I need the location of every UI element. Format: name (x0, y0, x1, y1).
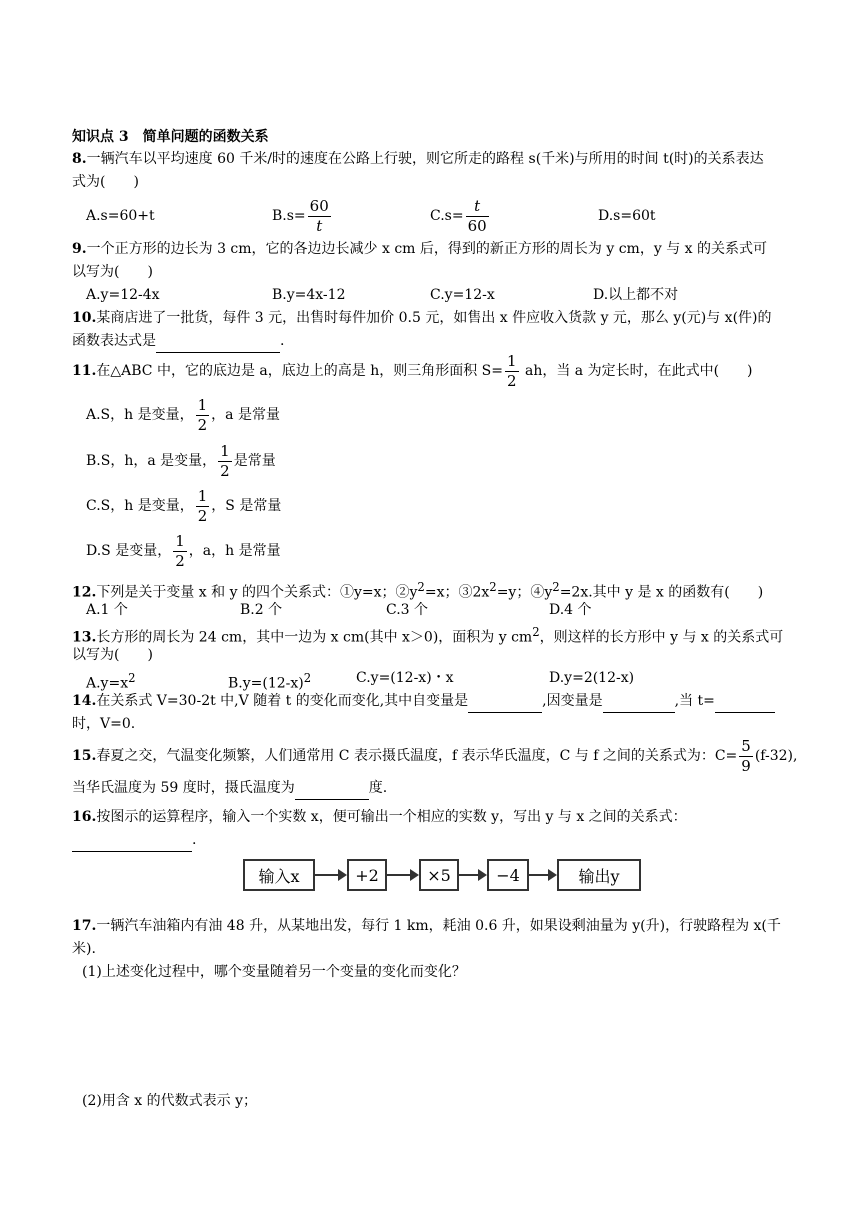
numerator: 1 (197, 486, 208, 505)
question-text: 在关系式 V=30-2t 中,V 随着 t 的变化而变化,其中自变量是 (96, 693, 469, 709)
question-text: ，则这样的长方形中 y 与 x 的关系式可 (539, 629, 784, 646)
superscript: 2 (532, 625, 540, 639)
question-text: 春夏之交，气温变化频繁，人们通常用 C 表示摄氏温度，f 表示华氏温度，C 与 f 之间的关系式为：C= (96, 748, 738, 764)
option-b (86, 438, 276, 484)
flow-step-add: +2 (347, 859, 387, 891)
numerator: 60 (309, 196, 329, 215)
question-text: 一辆汽车油箱内有油 48 升，从某地出发，每行 1 km，耗油 0.6 升，如果设剩油量为 y(升)，行驶路程为 x(千 (96, 918, 781, 934)
option-d: D.s=60t (598, 208, 656, 224)
question-text: 一辆汽车以平均速度 60 千米/时的速度在公路上行驶，则它所走的路程 s(千米)与所用的时间 t(时)的关系表达 (86, 151, 764, 167)
fraction (196, 486, 210, 525)
period: . (280, 333, 285, 349)
answer-blank[interactable] (603, 690, 675, 713)
question-text: 一个正方形的边长为 3 cm，它的各边边长减少 x cm 后，得到的新正方形的周长为 y cm，y 与 x 的关系式可 (86, 241, 767, 257)
superscript: 2 (417, 580, 425, 594)
option-text: ，a 是常量 (211, 407, 280, 423)
option-a: A.s=60+t (86, 208, 155, 224)
numerator: 5 (741, 736, 751, 755)
option-label: B.s= (272, 208, 306, 224)
question-text: =x；③2x (424, 584, 490, 601)
numerator: t (466, 199, 489, 217)
answer-blank[interactable] (72, 829, 192, 852)
question-15 (72, 733, 797, 779)
question-number: 11. (72, 363, 97, 379)
superscript: 2 (552, 580, 560, 594)
arrow-right-icon (387, 874, 417, 876)
option-label: B.S，h，a 是变量， (86, 453, 217, 469)
flow-step-subtract: −4 (487, 859, 529, 891)
arrow-right-icon (315, 874, 345, 876)
fraction (218, 441, 232, 480)
option-d: D.y=2(12-x) (549, 670, 635, 686)
question-number: 16. (72, 809, 97, 825)
question-text: 某商店进了一批货，每件 3 元，出售时每件加价 0.5 元，如售出 x 件应收入货款 y 元，那么 y(元)与 x(件)的 (96, 310, 772, 326)
question-text: (f-32), (754, 748, 798, 764)
option-label: C.s= (430, 208, 464, 224)
question-17-cont: 米). (72, 941, 96, 957)
option-c: C.y=12-x (430, 287, 495, 303)
sub-question-2: (2)用含 x 的代数式表示 y； (82, 1093, 257, 1109)
section-title: 知识点 3 简单问题的函数关系 (72, 129, 269, 145)
question-number: 14. (72, 693, 97, 709)
question-number: 10. (72, 310, 97, 326)
question-15-cont (72, 777, 387, 800)
question-17 (72, 915, 781, 937)
question-number: 9. (72, 241, 87, 257)
arrow-right-icon (529, 874, 555, 876)
question-text: 函数表达式是 (72, 333, 156, 349)
option-c (430, 193, 491, 239)
question-number: 13. (72, 629, 97, 646)
question-text: 按图示的运算程序，输入一个实数 x，便可输出一个相应的实数 y，写出 y 与 x 之间的关系式： (96, 809, 687, 825)
question-14 (72, 690, 775, 713)
flow-input-box: 输入x (243, 859, 315, 891)
option-a (86, 392, 280, 438)
period: . (192, 832, 197, 848)
question-text: =y；④y (496, 584, 553, 601)
option-text: A.y=x (86, 675, 129, 692)
numerator: 1 (220, 441, 230, 460)
question-8 (72, 148, 764, 170)
question-text: 长方形的周长为 24 cm，其中一边为 x cm(其中 x＞0)，面积为 y cm (96, 629, 533, 646)
superscript: 2 (303, 671, 312, 685)
option-a: A.y=12-4x (86, 287, 160, 303)
question-text: =2x.其中 y 是 x 的函数有( ) (559, 584, 764, 601)
option-b: B.2 个 (240, 602, 283, 618)
superscript: 2 (489, 580, 497, 594)
option-a: A.1 个 (86, 602, 128, 618)
option-c (86, 483, 281, 529)
option-text: B.y=(12-x) (228, 675, 304, 692)
superscript: 2 (128, 671, 136, 685)
question-text: 当华氏温度为 59 度时，摄氏温度为 (72, 780, 295, 796)
question-13 (72, 621, 783, 649)
numerator: 1 (175, 531, 185, 550)
fraction (196, 395, 210, 434)
option-d: D.以上都不对 (593, 287, 679, 303)
denominator: 60 (467, 216, 487, 235)
option-text: ，a，h 是常量 (188, 543, 281, 559)
answer-blank[interactable] (715, 690, 775, 713)
option-b (272, 193, 333, 239)
question-11 (72, 348, 753, 394)
option-text: 是常量 (233, 453, 276, 469)
question-text: ah，当 a 为定长时，在此式中( ) (520, 363, 753, 379)
denominator: 9 (741, 756, 751, 775)
fraction (308, 196, 331, 235)
question-8-cont: 式为( ) (72, 174, 139, 190)
answer-blank[interactable] (295, 777, 369, 800)
fraction (505, 351, 519, 390)
flow-output-box: 输出y (557, 859, 641, 891)
denominator: 2 (175, 551, 185, 570)
question-number: 8. (72, 151, 87, 167)
denominator: 2 (506, 371, 517, 390)
question-9 (72, 238, 767, 260)
option-label: A.S，h 是变量， (86, 407, 194, 423)
question-text: 度. (368, 780, 388, 796)
question-14-cont: 时，V=0. (72, 716, 136, 732)
option-b: B.y=4x-12 (272, 287, 346, 303)
question-text: 下列是关于变量 x 和 y 的四个关系式：①y=x；②y (96, 584, 418, 601)
question-text: 在△ABC 中，它的底边是 a，底边上的高是 h，则三角形面积 S= (96, 363, 503, 379)
denominator: 2 (220, 461, 230, 480)
flow-step-multiply: ×5 (419, 859, 459, 891)
denominator: 2 (197, 415, 208, 434)
option-d (86, 528, 281, 574)
question-9-cont: 以写为( ) (72, 264, 153, 280)
question-number: 17. (72, 918, 97, 934)
option-c: C.y=(12-x)・x (356, 670, 454, 686)
fraction (173, 531, 187, 570)
option-c: C.3 个 (386, 602, 429, 618)
question-16 (72, 806, 687, 828)
fraction (466, 196, 489, 235)
numerator: 1 (506, 351, 517, 370)
option-text: ，S 是常量 (211, 498, 282, 514)
arrow-right-icon (459, 874, 485, 876)
question-text: ,当 t= (674, 693, 715, 709)
question-number: 15. (72, 748, 97, 764)
numerator: 1 (197, 395, 208, 414)
option-label: D.S 是变量， (86, 543, 172, 559)
question-text: ,因变量是 (542, 693, 603, 709)
question-number: 12. (72, 584, 97, 601)
flow-diagram (243, 855, 643, 901)
denominator: t (316, 216, 323, 235)
fraction (739, 736, 753, 775)
answer-blank[interactable] (468, 690, 542, 713)
question-13-cont: 以写为( ) (72, 647, 153, 663)
denominator: 2 (197, 506, 208, 525)
question-10 (72, 307, 772, 329)
option-label: C.S，h 是变量， (86, 498, 194, 514)
question-16-cont (72, 829, 196, 852)
option-d: D.4 个 (549, 602, 592, 618)
sub-question-1: (1)上述变化过程中，哪个变量随着另一个变量的变化而变化？ (82, 964, 466, 980)
